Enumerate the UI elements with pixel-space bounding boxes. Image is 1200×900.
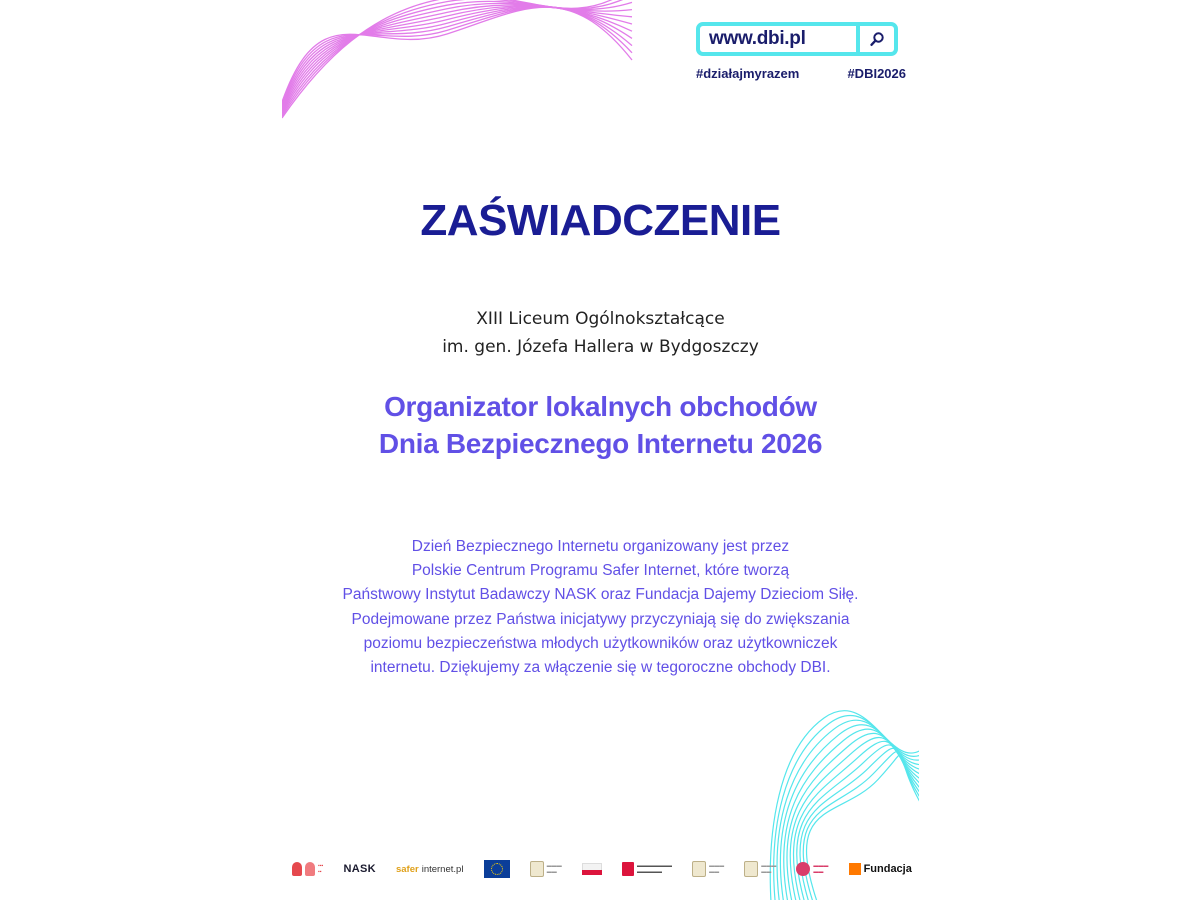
fundacja-label: Fundacja bbox=[863, 863, 912, 875]
emblem-icon bbox=[744, 861, 758, 877]
pink-wave-line bbox=[282, 1, 632, 114]
orange-fundacja-logo bbox=[849, 863, 912, 875]
patron-ministry-logo: ▬▬▬ ▬▬ bbox=[692, 861, 724, 877]
organizer-role bbox=[282, 388, 919, 462]
search-icon bbox=[860, 26, 894, 52]
eagle-emblem-icon bbox=[622, 862, 634, 876]
description-line: poziomu bezpieczeństwa młodych użytkowników oraz użytkowniczek bbox=[363, 634, 838, 652]
pink-wave-line bbox=[282, 6, 632, 110]
pink-wave-decoration bbox=[282, 0, 642, 130]
nask-logo: NASK bbox=[343, 863, 376, 875]
eu-flag-icon bbox=[484, 860, 510, 878]
pink-wave-line bbox=[282, 7, 632, 107]
emblem-icon bbox=[530, 861, 544, 877]
fdds-logo: ▪▪▪ ▪▪ bbox=[292, 862, 323, 876]
certificate-title: ZAŚWIADCZENIE bbox=[420, 196, 781, 245]
dbi-url-searchbar bbox=[696, 22, 898, 56]
ombudsman-logo: ▬▬▬ ▬▬ bbox=[796, 862, 828, 876]
description-line: Państwowy Instytut Badawczy NASK oraz Fundacja Dajemy Dzieciom Siłę. bbox=[342, 586, 859, 604]
orange-square-icon bbox=[849, 863, 861, 875]
ombudsman-icon bbox=[796, 862, 810, 876]
hashtag-dbi2026: #DBI2026 bbox=[847, 66, 906, 81]
certificate-description bbox=[282, 535, 919, 680]
ministry-logo: ▬▬▬ ▬▬ bbox=[530, 861, 562, 877]
school-name bbox=[282, 305, 919, 361]
pink-wave-line bbox=[282, 6, 632, 108]
role-line-2: Dnia Bezpiecznego Internetu 2026 bbox=[378, 428, 823, 459]
school-name-line-2: im. gen. Józefa Hallera w Bydgoszczy bbox=[442, 337, 759, 357]
description-line: Podejmowane przez Państwa inicjatywy przyczyniają się do zwiększania bbox=[351, 610, 850, 628]
description-line: Polskie Centrum Programu Safer Internet, które tworzą bbox=[411, 562, 790, 580]
polish-presidency-logo: ▬▬▬▬▬▬▬ ▬▬▬▬▬ bbox=[622, 862, 672, 876]
description-line: Dzień Bezpiecznego Internetu organizowany jest przez bbox=[411, 538, 790, 555]
role-line-1: Organizator lokalnych obchodów bbox=[384, 391, 817, 422]
emblem-icon bbox=[692, 861, 706, 877]
saferinternet-logo-suffix: internet.pl bbox=[421, 863, 464, 875]
description-line: internetu. Dziękujemy za włączenie się w tegoroczne obchody DBI. bbox=[370, 659, 831, 677]
hashtags bbox=[696, 66, 906, 81]
polish-flag-logo bbox=[582, 863, 602, 875]
patron-ministry-2-logo: ▬▬▬ ▬▬ bbox=[744, 861, 776, 877]
certificate-page bbox=[282, 0, 919, 900]
polish-flag-icon bbox=[582, 863, 602, 875]
school-name-line-1: XIII Liceum Ogólnokształcące bbox=[476, 309, 725, 329]
saferinternet-logo-prefix: safer bbox=[395, 863, 419, 875]
eu-flag-logo bbox=[484, 860, 510, 878]
dbi-url-text: www.dbi.pl bbox=[709, 28, 806, 49]
partner-logos bbox=[292, 852, 912, 886]
child-figure-icon bbox=[305, 862, 315, 876]
saferinternet-logo bbox=[396, 864, 463, 875]
child-figure-icon bbox=[292, 862, 302, 876]
hashtag-dzialajmyrazem: #działajmyrazem bbox=[696, 66, 800, 81]
